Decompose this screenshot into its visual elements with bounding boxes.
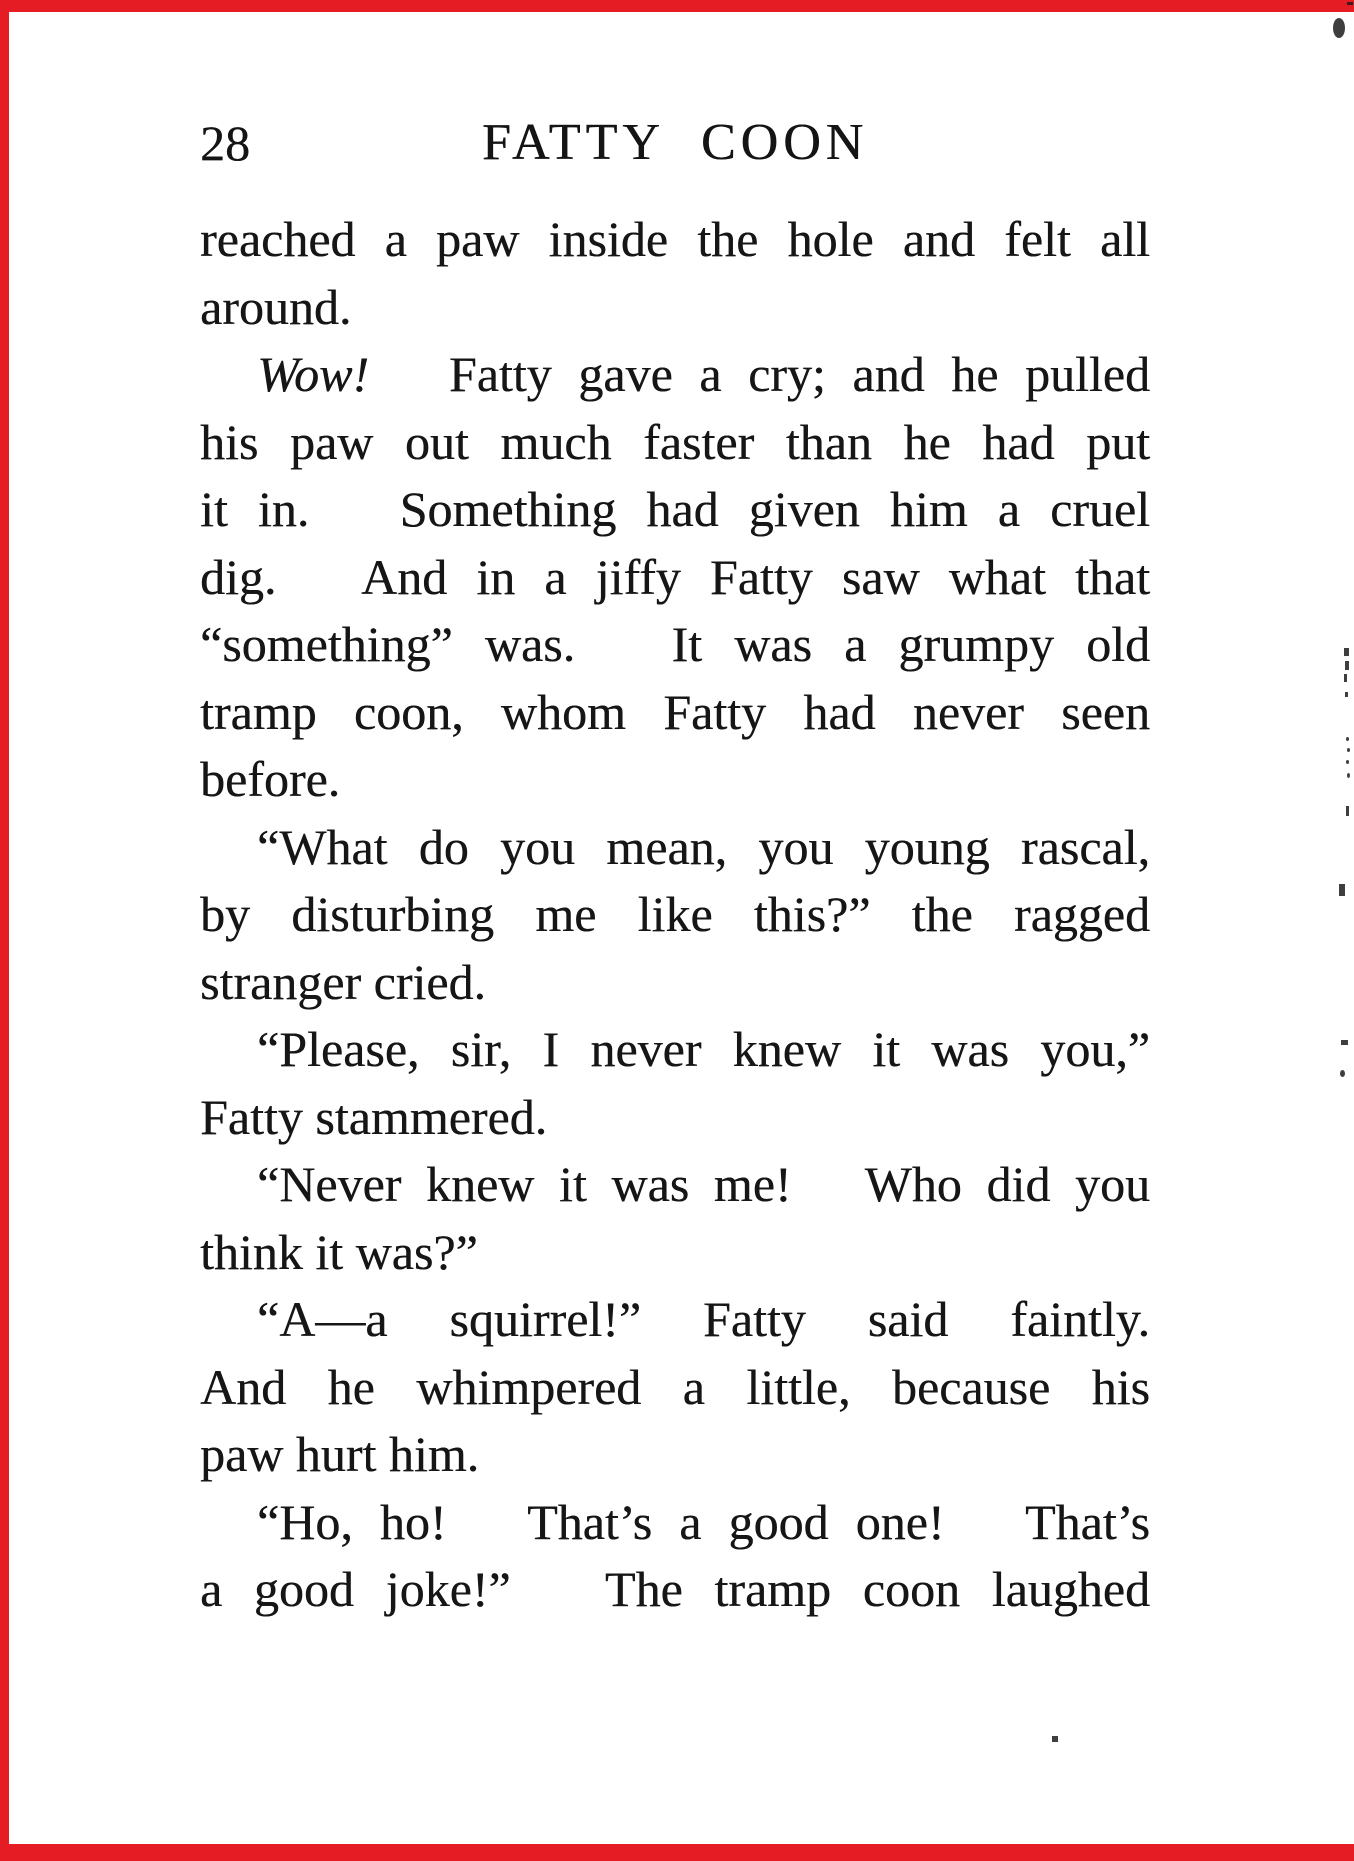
text-line: dig. And in a jiffy Fatty saw what that	[200, 548, 1150, 605]
text-line: stranger cried.	[200, 953, 486, 1010]
text-line: paw hurt him.	[200, 1426, 480, 1482]
scan-edge-bottom	[0, 1844, 1354, 1861]
scan-speck	[1340, 1070, 1345, 1077]
text-line: around.	[200, 278, 352, 335]
scan-speck	[1346, 760, 1349, 764]
scan-speck	[1346, 737, 1349, 741]
text-line: And he whimpered a little, because his	[200, 1358, 1150, 1415]
text-line: tramp coon, whom Fatty had never seen	[200, 683, 1150, 740]
scan-edge-left	[0, 0, 9, 1861]
text-block	[200, 206, 1150, 1624]
text-line: reached a paw inside the hole and felt all	[200, 211, 1150, 267]
scan-speck	[1345, 692, 1348, 697]
text-line: “Ho, ho! That’s a good one! That’s	[257, 1493, 1150, 1550]
scan-speck	[1345, 661, 1349, 670]
scan-speck	[1346, 806, 1349, 816]
text-line: it in. Something had given him a cruel	[200, 481, 1150, 537]
scan-speck	[1347, 773, 1350, 778]
text-line: a good joke!” The tramp coon laughed	[200, 1561, 1150, 1617]
scan-speck	[1341, 1040, 1348, 1045]
italic-word: Wow!	[257, 346, 370, 402]
scan-speck	[1347, 748, 1350, 752]
text-line: before.	[200, 751, 341, 807]
scan-speck	[1344, 674, 1347, 682]
page-title: FATTY COON	[481, 114, 869, 171]
scan-speck	[1052, 1736, 1058, 1742]
text-line: “Never knew it was me! Who did you	[257, 1156, 1150, 1212]
scan-speck	[1339, 884, 1345, 896]
scan-speck	[1347, 2, 1353, 5]
text-line: Wow! Fatty gave a cry; and he pulled	[257, 346, 1150, 402]
text-line: by disturbing me like this?” the ragged	[200, 886, 1150, 942]
scan-edge-top	[0, 0, 1354, 12]
text-line: Fatty stammered.	[200, 1088, 548, 1145]
scan-speck	[1333, 18, 1345, 38]
text-line: his paw out much faster than he had put	[200, 413, 1150, 470]
text-line: “What do you mean, you young rascal,	[257, 818, 1150, 875]
text-line: “something” was. It was a grumpy old	[200, 616, 1150, 672]
running-head	[200, 112, 1150, 174]
text-line: “Please, sir, I never knew it was you,”	[257, 1021, 1150, 1077]
text-line: “A—a squirrel!” Fatty said faintly.	[257, 1291, 1150, 1347]
scan-speck	[1344, 648, 1349, 656]
page-number: 28	[200, 115, 250, 171]
text-line: think it was?”	[200, 1223, 478, 1280]
